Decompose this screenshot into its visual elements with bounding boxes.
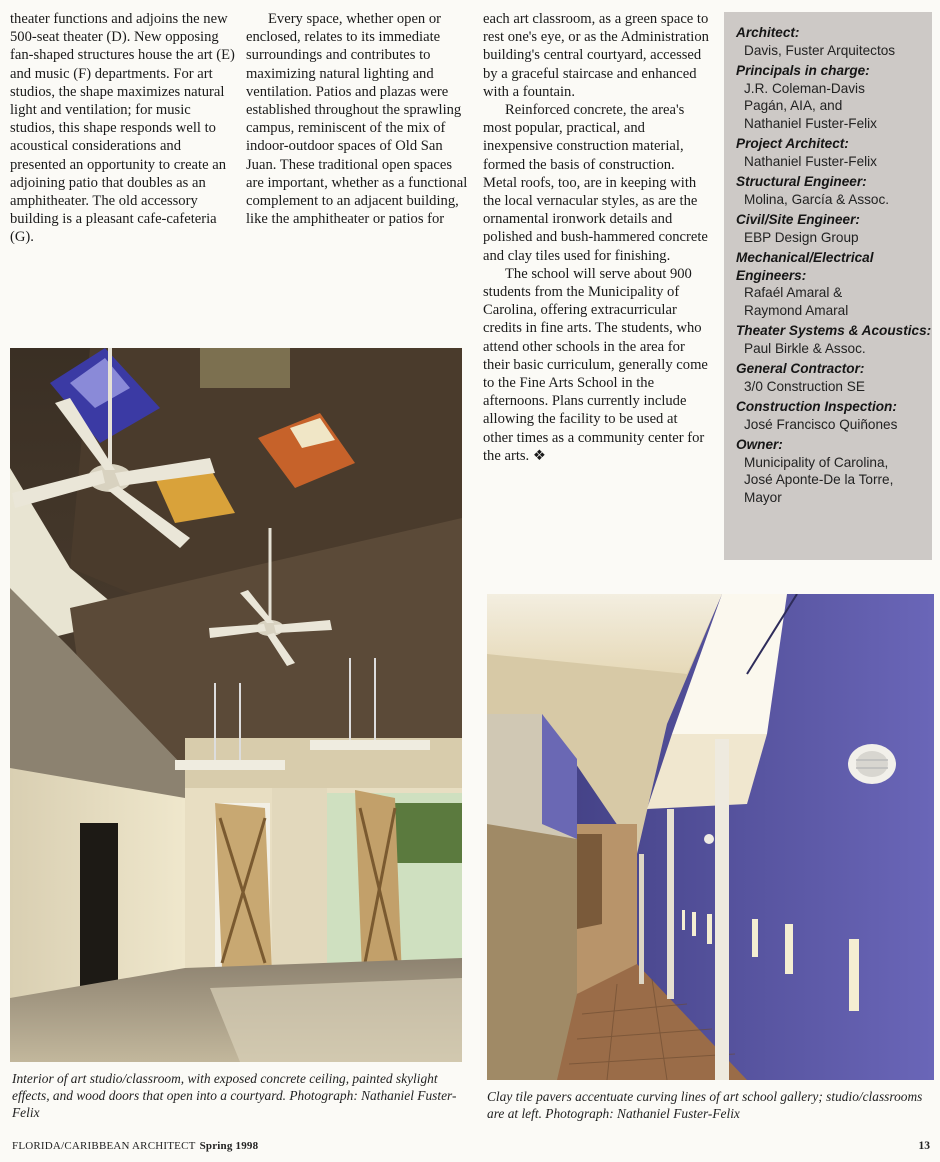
gallery-photo	[487, 594, 934, 1080]
credit-name: José Aponte-De la Torre,	[744, 472, 894, 487]
credit-entry	[724, 135, 932, 170]
credit-role: Structural Engineer:	[736, 174, 867, 189]
photo-caption-left: Interior of art studio/classroom, with exposed concrete ceiling, painted skylight effects, and wood doors that open into a courtyard. Photograph: Nathaniel Fuster- Felix	[12, 1071, 457, 1120]
credit-name: Nathaniel Fuster-Felix	[744, 115, 877, 131]
photo-caption-right: Clay tile pavers accentuate curving lines of art school gallery; studio/classrooms are at left. Photograph: Nathaniel Fuster-Felix	[487, 1089, 923, 1121]
gallery-column	[715, 739, 729, 1080]
page-number: 13	[918, 1140, 930, 1152]
credit-name: J.R. Coleman-Davis	[744, 80, 865, 96]
gallery-column	[667, 809, 674, 999]
article-paragraph: Reinforced concrete, the area's most popular, practical, and inexpensive construction material, formed the basis of construction. Metal roofs, too, are in keeping with the local vernacular styles, as are the ornamental ironwork details and polished and bush-hammered concrete and clay tiles used for finishing.	[483, 102, 708, 264]
credit-name: Rafaél Amaral &	[744, 285, 843, 300]
article-paragraph: each art classroom, as a green space to rest one's eye, or as the Administration building's central courtyard, accessed by a graceful staircase and enhanced with a fountain.	[483, 11, 709, 100]
credit-entry	[724, 360, 932, 395]
credit-entry	[724, 62, 932, 132]
issue-date: Spring 1998	[199, 1140, 259, 1152]
credit-name: 3/0 Construction SE	[744, 378, 865, 394]
article-column-1	[10, 10, 236, 247]
article-column-3	[483, 10, 711, 465]
credit-names	[724, 340, 932, 358]
credit-name: Raymond Amaral	[744, 302, 849, 318]
credit-role: Architect:	[736, 25, 800, 40]
credit-role: Construction Inspection:	[736, 399, 897, 414]
credit-name: Municipality of Carolina,	[744, 454, 889, 470]
credit-name: Nathaniel Fuster-Felix	[744, 153, 877, 169]
credit-names	[724, 229, 932, 247]
credit-role: General Contractor:	[736, 361, 865, 376]
article-paragraph: theater functions and adjoins the new 500-seat theater (D). New opposing fan-shaped structures house the art (E) and music (F) departments. For art studios, the shape maximizes natural light and ventilation; for music studios, this shape responds well to acoustical considerations and presented an opportunity to create an adjoining patio that doubles as an amphitheater. The old accessory building is a pleasant cafe-cafeteria (G).	[10, 11, 235, 246]
credit-entry	[724, 173, 932, 208]
publication-name: FLORIDA/CARIBBEAN ARCHITECT	[12, 1140, 196, 1152]
credit-entry	[724, 211, 932, 246]
credit-entry	[724, 322, 932, 357]
credit-entry	[724, 436, 932, 506]
article-paragraph: The school will serve about 900 students from the Municipality of Carolina, offering extracurricular credits in fine arts. The students, who attend other schools in the area for their basic curriculum, generally come to the Fine Arts School in the afternoons. Plans currently include allowing the facility to be used at other times as a community center for the arts. ❖	[483, 265, 708, 464]
article-column-2	[246, 10, 472, 228]
project-credits-box	[724, 12, 932, 560]
credit-name: Mayor	[744, 489, 782, 505]
credit-entry	[724, 24, 932, 59]
page-footer	[12, 1140, 258, 1152]
credit-name: EBP Design Group	[744, 229, 859, 245]
credit-role: Theater Systems & Acoustics:	[736, 323, 932, 338]
credit-names	[724, 191, 932, 209]
credit-entry	[724, 398, 932, 433]
credit-names	[724, 80, 932, 133]
credit-role: Civil/Site Engineer:	[736, 212, 860, 227]
credit-name: Molina, García & Assoc.	[744, 191, 890, 207]
credit-names	[724, 416, 932, 434]
credit-names	[724, 42, 932, 60]
credit-names	[724, 153, 932, 171]
credit-role: Owner:	[736, 437, 783, 452]
wall-lamp	[848, 744, 896, 784]
credit-role: Mechanical/Electrical Engineers:	[736, 250, 874, 283]
credit-name: Pagán, AIA, and	[744, 98, 843, 113]
credit-names	[724, 378, 932, 396]
credit-role: Principals in charge:	[736, 63, 870, 78]
credit-entry	[724, 249, 932, 319]
credit-names	[724, 454, 932, 507]
art-studio-photo	[10, 348, 462, 1062]
credit-name: Davis, Fuster Arquitectos	[744, 42, 896, 58]
credit-role: Project Architect:	[736, 136, 849, 151]
credit-names	[724, 284, 932, 319]
credit-name: José Francisco Quiñones	[744, 416, 898, 432]
article-paragraph: Every space, whether open or enclosed, relates to its immediate surroundings and contributes to maximizing natural lighting and ventilation. Patios and plazas were established throughout the sprawling campus, reminiscent of the mix of indoor-outdoor spaces of Old San Juan. These traditional open spaces are important, whether as a functional complement to an adjacent building, like the amphitheater or patios for	[246, 11, 468, 228]
credit-name: Paul Birkle & Assoc.	[744, 340, 866, 356]
